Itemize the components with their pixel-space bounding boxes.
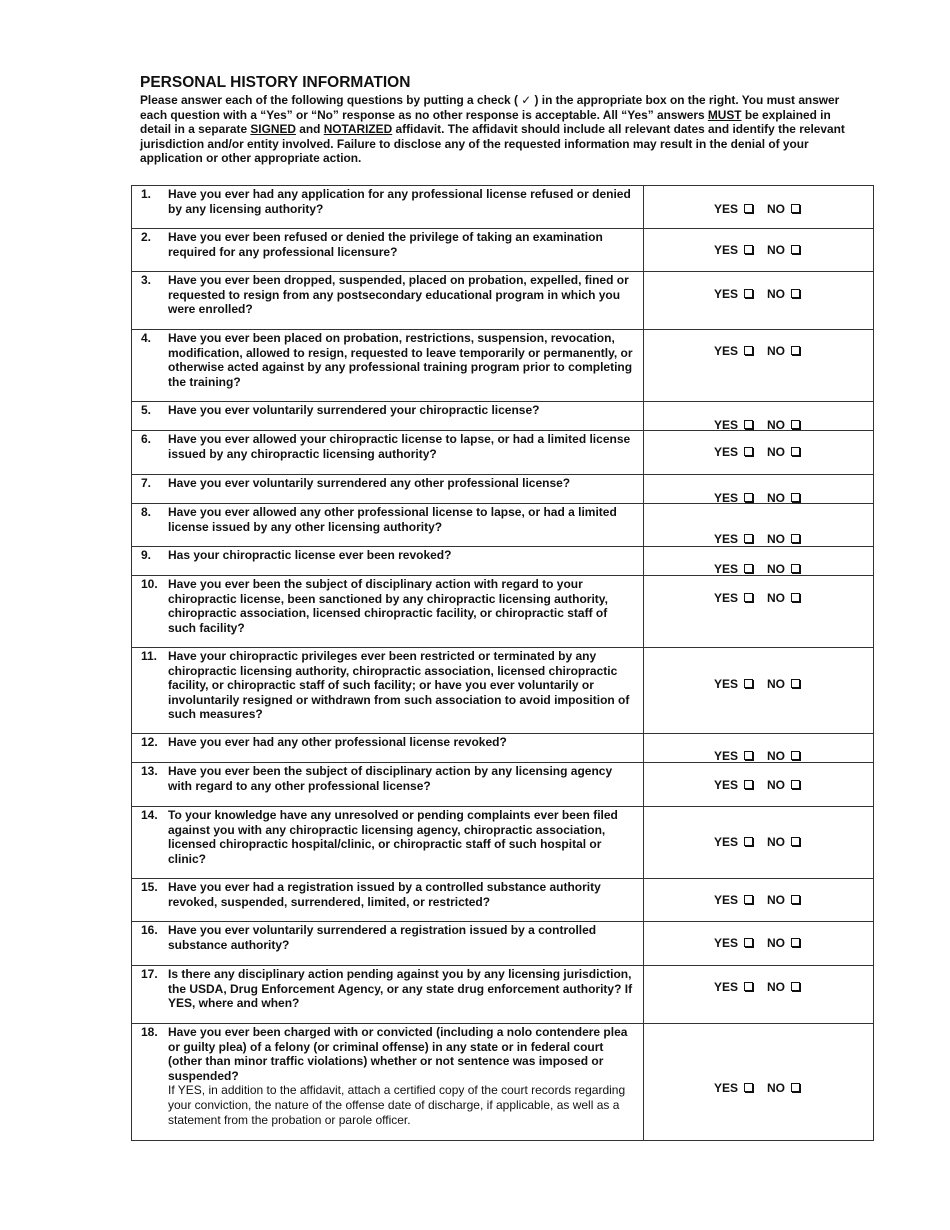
question-cell: [132, 576, 644, 648]
yes-checkbox[interactable]: [744, 493, 753, 502]
question-row: [132, 475, 874, 504]
no-checkbox[interactable]: [791, 447, 800, 456]
question-text: [168, 967, 637, 1011]
no-label: NO: [767, 980, 786, 994]
no-option: [767, 677, 800, 692]
question-main-text: Have you ever voluntarily surrendered any other professional license?: [168, 476, 571, 490]
question-row: [132, 229, 874, 272]
no-option: [767, 1081, 800, 1096]
question-text: [168, 649, 637, 722]
question-main-text: Have your chiropractic privileges ever been restricted or terminated by any chiropractic licensing authority, chiropractic association, licensed chiropractic facility, or chiropractic staff of such facility; or have you ever voluntarily or involuntarily resigned or withdrawn from such association to avoid imposition of such measures?: [168, 649, 630, 722]
yes-option: [714, 344, 753, 359]
question-main-text: Have you ever allowed any other professional license to lapse, or had a limited license issued by any other licensing authority?: [168, 505, 617, 534]
no-label: NO: [767, 202, 786, 216]
question-row: [132, 922, 874, 966]
question-main-text: Have you ever been dropped, suspended, placed on probation, expelled, fined or requested to resign from any postsecondary educational program in which you were enrolled?: [168, 273, 629, 317]
yes-label: YES: [714, 591, 739, 605]
question-number: 12.: [141, 735, 158, 749]
yes-checkbox[interactable]: [744, 982, 753, 991]
no-option: [767, 980, 800, 995]
no-checkbox[interactable]: [791, 837, 800, 846]
no-label: NO: [767, 491, 786, 505]
question-main-text: Have you ever voluntarily surrendered a registration issued by a controlled substance authority?: [168, 923, 597, 952]
no-checkbox[interactable]: [791, 245, 800, 254]
question-row: [132, 648, 874, 734]
yes-no-options: [714, 532, 800, 547]
no-label: NO: [767, 677, 786, 691]
intro-and: and: [295, 122, 324, 137]
yes-option: [714, 591, 753, 606]
question-cell: [132, 966, 644, 1024]
yes-checkbox[interactable]: [744, 1083, 753, 1092]
question-cell: [132, 475, 644, 504]
yes-no-options: [714, 562, 800, 577]
question-number: 17.: [141, 967, 158, 981]
no-checkbox[interactable]: [791, 564, 800, 573]
yes-checkbox[interactable]: [744, 679, 753, 688]
signed-emphasis: SIGNED: [250, 122, 296, 137]
no-option: [767, 749, 800, 764]
no-label: NO: [767, 1081, 786, 1095]
question-text: [168, 923, 637, 952]
yes-option: [714, 445, 753, 460]
yes-checkbox[interactable]: [744, 289, 753, 298]
yes-checkbox[interactable]: [744, 895, 753, 904]
question-text: [168, 880, 637, 909]
yes-checkbox[interactable]: [744, 245, 753, 254]
yes-checkbox[interactable]: [744, 204, 753, 213]
yes-checkbox[interactable]: [744, 564, 753, 573]
question-text: [168, 764, 637, 793]
question-text: [168, 187, 637, 216]
yes-no-options: [714, 749, 800, 764]
question-row: [132, 1024, 874, 1141]
question-row: [132, 763, 874, 807]
question-cell: [132, 272, 644, 330]
yes-checkbox[interactable]: [744, 780, 753, 789]
yes-no-options: [714, 287, 800, 302]
question-main-text: Have you ever been the subject of disciplinary action with regard to your chiropractic license, been sanctioned by any chiropractic licensing authority, chiropractic association, licensed chiropractic facility, or chiropractic staff of such facility?: [168, 577, 608, 635]
no-option: [767, 344, 800, 359]
no-option: [767, 591, 800, 606]
question-main-text: Have you ever been placed on probation, restrictions, suspension, revocation, modification, allowed to resign, requested to leave temporarily or permanently, or otherwise acted against by any professional training program prior to completing the training?: [168, 331, 633, 389]
yes-label: YES: [714, 491, 739, 505]
no-checkbox[interactable]: [791, 493, 800, 502]
no-option: [767, 835, 800, 850]
yes-label: YES: [714, 677, 739, 691]
question-main-text: Have you ever been charged with or convicted (including a nolo contendere plea or guilty plea) of a felony (or criminal offense) in any state or in federal court (other than minor traffic violations) whether or not sentence was imposed or suspended?: [168, 1025, 628, 1083]
yes-label: YES: [714, 344, 739, 358]
yes-label: YES: [714, 749, 739, 763]
no-checkbox[interactable]: [791, 679, 800, 688]
intro-part-2: ) in the appropriate box on the right. You must answer each question with a “Yes” or “No” response as no other response is acceptable. All “Yes” answers: [140, 93, 840, 122]
question-row: [132, 431, 874, 475]
question-row: [132, 734, 874, 763]
question-number: 7.: [141, 476, 152, 490]
no-label: NO: [767, 532, 786, 546]
yes-option: [714, 562, 753, 577]
question-text: [168, 808, 637, 866]
no-label: NO: [767, 893, 786, 907]
question-number: 10.: [141, 577, 158, 591]
no-checkbox[interactable]: [791, 751, 800, 760]
no-checkbox[interactable]: [791, 982, 800, 991]
question-text: [168, 230, 637, 259]
answer-cell: [644, 922, 874, 966]
answer-cell: [644, 330, 874, 402]
yes-option: [714, 835, 753, 850]
question-text: [168, 577, 637, 635]
yes-no-options: [714, 835, 800, 850]
yes-option: [714, 532, 753, 547]
no-checkbox[interactable]: [791, 895, 800, 904]
question-main-text: Have you ever allowed your chiropractic license to lapse, or had a limited license issued by any chiropractic licensing authority?: [168, 432, 631, 461]
answer-cell: [644, 272, 874, 330]
no-label: NO: [767, 835, 786, 849]
yes-label: YES: [714, 418, 739, 432]
yes-label: YES: [714, 835, 739, 849]
question-row: [132, 879, 874, 922]
yes-label: YES: [714, 243, 739, 257]
answer-cell: [644, 431, 874, 475]
question-cell: [132, 734, 644, 763]
question-row: [132, 402, 874, 431]
yes-no-options: [714, 445, 800, 460]
yes-label: YES: [714, 778, 739, 792]
no-label: NO: [767, 287, 786, 301]
question-cell: [132, 186, 644, 229]
question-main-text: Have you ever voluntarily surrendered your chiropractic license?: [168, 403, 540, 417]
question-row: [132, 186, 874, 229]
yes-checkbox[interactable]: [744, 751, 753, 760]
no-label: NO: [767, 562, 786, 576]
no-checkbox[interactable]: [791, 289, 800, 298]
question-cell: [132, 504, 644, 547]
question-number: 14.: [141, 808, 158, 822]
answer-cell: [644, 734, 874, 763]
question-main-text: To your knowledge have any unresolved or pending complaints ever been filed against you with any chiropractic licensing agency, chiropractic association, licensed chiropractic hospital/clinic, or chiropractic staff of such hospital or clinic?: [168, 808, 618, 866]
yes-option: [714, 893, 753, 908]
yes-no-options: [714, 243, 800, 258]
question-text: [168, 735, 507, 750]
intro-part-4: affidavit. The affidavit should include all relevant dates and identify the relevant jurisdiction and/or entity involved. Failure to disclose any of the requested information may result in the denial of your application or other appropriate action.: [140, 122, 845, 166]
no-option: [767, 243, 800, 258]
question-text: [168, 548, 451, 563]
answer-cell: [644, 229, 874, 272]
answer-cell: [644, 547, 874, 576]
yes-no-options: [714, 893, 800, 908]
yes-no-options: [714, 1081, 800, 1096]
question-number: 5.: [141, 403, 152, 417]
yes-label: YES: [714, 445, 739, 459]
question-row: [132, 576, 874, 648]
answer-cell: [644, 966, 874, 1024]
question-row: [132, 807, 874, 879]
yes-checkbox[interactable]: [744, 837, 753, 846]
no-option: [767, 445, 800, 460]
yes-option: [714, 936, 753, 951]
question-main-text: Is there any disciplinary action pending against you by any licensing jurisdiction, the USDA, Drug Enforcement Agency, or any state drug enforcement authority? If YES, where and when?: [168, 967, 633, 1011]
question-number: 9.: [141, 548, 152, 562]
yes-label: YES: [714, 893, 739, 907]
question-cell: [132, 330, 644, 402]
no-option: [767, 778, 800, 793]
no-label: NO: [767, 418, 786, 432]
question-number: 11.: [141, 649, 158, 663]
yes-option: [714, 243, 753, 258]
yes-option: [714, 677, 753, 692]
yes-checkbox[interactable]: [744, 420, 753, 429]
yes-label: YES: [714, 936, 739, 950]
answer-cell: [644, 504, 874, 547]
no-checkbox[interactable]: [791, 1083, 800, 1092]
no-checkbox[interactable]: [791, 534, 800, 543]
question-cell: [132, 648, 644, 734]
question-cell: [132, 922, 644, 966]
yes-label: YES: [714, 532, 739, 546]
yes-label: YES: [714, 287, 739, 301]
notarized-emphasis: NOTARIZED: [323, 122, 393, 137]
answer-cell: [644, 186, 874, 229]
question-text: [168, 273, 637, 317]
answer-cell: [644, 648, 874, 734]
no-label: NO: [767, 749, 786, 763]
question-number: 16.: [141, 923, 158, 937]
question-number: 2.: [141, 230, 152, 244]
no-label: NO: [767, 445, 786, 459]
no-option: [767, 532, 800, 547]
question-cell: [132, 402, 644, 431]
answer-cell: [644, 402, 874, 431]
divider-line: [653, 329, 861, 330]
question-cell: [132, 547, 644, 576]
no-label: NO: [767, 591, 786, 605]
question-main-text: Have you ever been refused or denied the privilege of taking an examination required for any professional licensure?: [168, 230, 603, 259]
yes-option: [714, 287, 753, 302]
check-mark-icon: ✓: [521, 93, 532, 107]
no-label: NO: [767, 344, 786, 358]
question-row: [132, 504, 874, 547]
question-text: [168, 505, 637, 534]
question-main-text: Have you ever had a registration issued by a controlled substance authority revoked, suspended, surrendered, limited, or restricted?: [168, 880, 601, 909]
question-text: [168, 476, 570, 491]
question-main-text: Have you ever been the subject of disciplinary action by any licensing agency with regard to any other professional license?: [168, 764, 613, 793]
yes-label: YES: [714, 202, 739, 216]
question-main-text: Has your chiropractic license ever been revoked?: [168, 548, 452, 562]
no-label: NO: [767, 778, 786, 792]
page-title: PERSONAL HISTORY INFORMATION: [140, 74, 411, 91]
question-number: 13.: [141, 764, 158, 778]
yes-no-options: [714, 677, 800, 692]
no-checkbox[interactable]: [791, 204, 800, 213]
intro-part-3: be explained in detail in a separate: [140, 107, 831, 137]
yes-label: YES: [714, 980, 739, 994]
no-option: [767, 562, 800, 577]
yes-no-options: [714, 591, 800, 606]
yes-no-options: [714, 778, 800, 793]
yes-no-options: [714, 202, 800, 217]
question-cell: [132, 431, 644, 475]
no-checkbox[interactable]: [791, 780, 800, 789]
yes-checkbox[interactable]: [744, 938, 753, 947]
answer-cell: [644, 576, 874, 648]
question-row: [132, 272, 874, 330]
question-cell: [132, 1024, 644, 1141]
answer-cell: [644, 475, 874, 504]
answer-cell: [644, 1024, 874, 1141]
question-main-text: Have you ever had any other professional license revoked?: [168, 735, 507, 749]
no-checkbox[interactable]: [791, 593, 800, 602]
no-checkbox[interactable]: [791, 346, 800, 355]
answer-cell: [644, 807, 874, 879]
question-cell: [132, 229, 644, 272]
yes-label: YES: [714, 562, 739, 576]
question-number: 18.: [141, 1025, 158, 1039]
no-option: [767, 287, 800, 302]
yes-checkbox[interactable]: [744, 346, 753, 355]
question-cell: [132, 763, 644, 807]
question-text: [168, 432, 637, 461]
question-number: 3.: [141, 273, 152, 287]
question-text: [168, 331, 637, 389]
question-note: If YES, in addition to the affidavit, attach a certified copy of the court records regarding your conviction, the nature of the offense date of discharge, if applicable, as well as a statement from the probation or parole officer.: [168, 1083, 626, 1127]
question-cell: [132, 879, 644, 922]
question-text: [168, 1025, 637, 1127]
question-text: [168, 403, 539, 418]
no-label: NO: [767, 936, 786, 950]
question-number: 4.: [141, 331, 152, 345]
yes-option: [714, 1081, 753, 1096]
question-number: 8.: [141, 505, 152, 519]
must-emphasis: MUST: [707, 107, 742, 122]
yes-option: [714, 749, 753, 764]
question-row: [132, 966, 874, 1024]
question-main-text: Have you ever had any application for any professional license refused or denied by any licensing authority?: [168, 187, 631, 216]
yes-no-options: [714, 344, 800, 359]
no-option: [767, 202, 800, 217]
no-option: [767, 936, 800, 951]
yes-no-options: [714, 980, 800, 995]
answer-cell: [644, 763, 874, 807]
question-number: 15.: [141, 880, 158, 894]
answer-cell: [644, 879, 874, 922]
yes-no-options: [714, 936, 800, 951]
question-number: 1.: [141, 187, 152, 201]
yes-option: [714, 980, 753, 995]
intro-part-1: Please answer each of the following questions by putting a check (: [140, 93, 522, 107]
yes-checkbox[interactable]: [744, 447, 753, 456]
yes-checkbox[interactable]: [744, 534, 753, 543]
yes-checkbox[interactable]: [744, 593, 753, 602]
question-number: 6.: [141, 432, 152, 446]
no-label: NO: [767, 243, 786, 257]
instructions: [140, 93, 845, 166]
no-checkbox[interactable]: [791, 938, 800, 947]
yes-label: YES: [714, 1081, 739, 1095]
yes-option: [714, 778, 753, 793]
no-option: [767, 893, 800, 908]
question-cell: [132, 807, 644, 879]
no-checkbox[interactable]: [791, 420, 800, 429]
question-row: [132, 330, 874, 402]
question-row: [132, 547, 874, 576]
yes-option: [714, 202, 753, 217]
